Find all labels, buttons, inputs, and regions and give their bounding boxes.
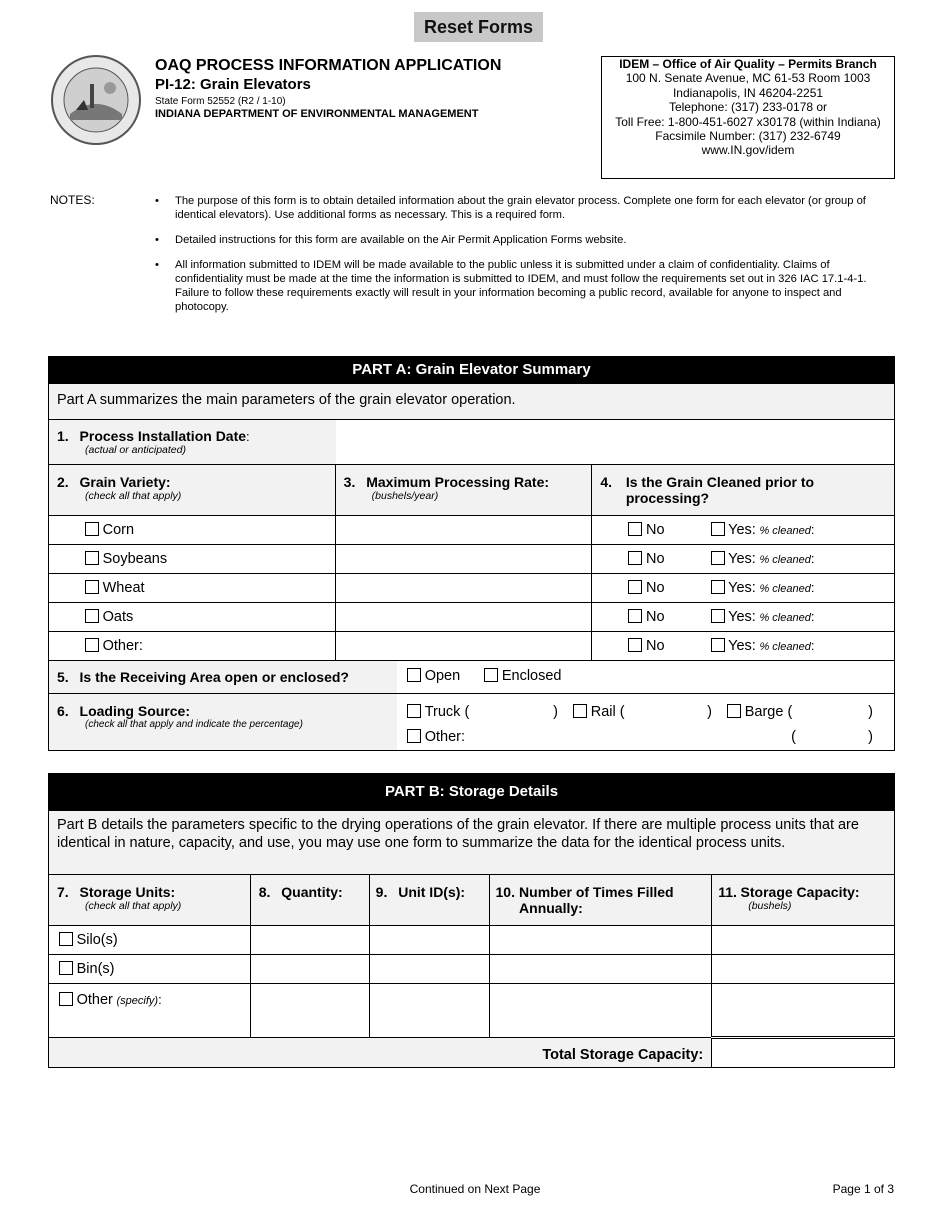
storage-unit-label: Bin(s): [76, 961, 115, 977]
q4-header: [592, 465, 895, 516]
continued-note: Continued on Next Page: [409, 1182, 541, 1196]
total-storage-label: Total Storage Capacity:: [49, 1038, 712, 1068]
no-checkbox[interactable]: [628, 580, 642, 594]
note-item: • All information submitted to IDEM will be made available to the public unless it is submitted under a claim of confidentiality. Claims of confidentiality must be made at the time the information is submitted to IDEM, and must follow the requirements set out in 326 IAC 17.1-4-1. Failure to follow these requirements exactly will result in your information becoming a public record, available for anyone to inspect and photocopy.: [175, 258, 890, 314]
unit-id-input[interactable]: [369, 926, 489, 955]
unit-id-input[interactable]: [369, 955, 489, 984]
address-line: 100 N. Senate Avenue, MC 61-53 Room 1003: [625, 71, 871, 86]
receiving-area-options: [397, 661, 894, 694]
no-label: No: [645, 638, 665, 654]
rail-label: Rail (: [590, 704, 625, 720]
q5-label: Is the Receiving Area open or enclosed?: [79, 669, 349, 685]
yes-label: Yes:: [728, 580, 756, 596]
grain-row: [49, 545, 336, 574]
quantity-input[interactable]: [250, 955, 369, 984]
pct-cleaned-label: % cleaned: [759, 525, 811, 537]
specify-label: (specify): [116, 995, 159, 1007]
loading-source-options: [397, 694, 894, 751]
yes-checkbox[interactable]: [711, 522, 725, 536]
q9-number: 9.: [375, 884, 388, 900]
cleaned-cell: No Yes: % cleaned:: [592, 603, 895, 632]
part-b-intro: Part B details the parameters specific to the drying operations of the grain elevator. If there are multiple process units that are identical in nature, capacity, and use, you may use one form to summarize the data for the identical process units.: [49, 811, 895, 875]
address-line: Toll Free: 1-800-451-6027 x30178 (within Indiana): [615, 114, 881, 129]
q9-header: [369, 875, 489, 926]
q1-label: Process Installation Date: [79, 428, 247, 444]
rate-input[interactable]: [335, 632, 592, 661]
cleaned-cell: No Yes: % cleaned:: [592, 632, 895, 661]
q9-label: Unit ID(s):: [398, 884, 466, 900]
q3-sub: (bushels/year): [371, 490, 439, 502]
pct-cleaned-label: % cleaned: [759, 641, 811, 653]
q1-label-cell: [49, 420, 336, 465]
q11-number: 11.: [718, 884, 737, 900]
q6-label: Loading Source:: [79, 703, 190, 719]
q4-label: Is the Grain Cleaned prior to processing?: [625, 474, 815, 506]
open-checkbox[interactable]: [407, 668, 421, 682]
yes-label: Yes:: [728, 609, 756, 625]
q7-number: 7.: [57, 884, 69, 900]
storage-unit-label: Silo(s): [76, 932, 118, 948]
grain-label: Corn: [102, 522, 135, 538]
silo-checkbox[interactable]: [59, 932, 73, 946]
wheat-checkbox[interactable]: [85, 580, 99, 594]
q11-label: Storage Capacity:: [740, 884, 860, 900]
barge-paren-close: ): [868, 704, 873, 720]
yes-checkbox[interactable]: [711, 638, 725, 652]
no-checkbox[interactable]: [628, 522, 642, 536]
truck-label: Truck (: [424, 704, 470, 720]
q8-header: [250, 875, 369, 926]
pct-cleaned-label: % cleaned: [759, 554, 811, 566]
rate-input[interactable]: [335, 574, 592, 603]
yes-checkbox[interactable]: [711, 551, 725, 565]
soybeans-checkbox[interactable]: [85, 551, 99, 565]
corn-checkbox[interactable]: [85, 522, 99, 536]
other-source-label: Other:: [424, 729, 466, 745]
q11-header: [712, 875, 895, 926]
address-box: [601, 56, 895, 179]
no-checkbox[interactable]: [628, 609, 642, 623]
address-line: Facsimile Number: (317) 232-6749: [655, 129, 841, 144]
installation-date-input[interactable]: [335, 420, 894, 465]
barge-checkbox[interactable]: [727, 704, 741, 718]
part-a-title: PART A: Grain Elevator Summary: [49, 357, 895, 384]
times-filled-input[interactable]: [489, 926, 712, 955]
grain-row: [49, 632, 336, 661]
page-number: Page 1 of 3: [832, 1182, 894, 1196]
note-item: • Detailed instructions for this form are available on the Air Permit Application Forms website.: [175, 233, 890, 247]
form-subtitle: PI-12: Grain Elevators: [155, 76, 311, 93]
q3-number: 3.: [343, 474, 356, 490]
other-grain-checkbox[interactable]: [85, 638, 99, 652]
address-line: Telephone: (317) 233-0178 or: [668, 100, 828, 115]
note-item: • The purpose of this form is to obtain detailed information about the grain elevator process. Complete one form for each elevator (or group of identical elevators). Use additional forms as necessary. This is a required form.: [175, 194, 890, 222]
q3-label: Maximum Processing Rate:: [366, 474, 550, 490]
q7-sub: (check all that apply): [85, 900, 182, 912]
pct-cleaned-label: % cleaned: [759, 583, 811, 595]
other-source-checkbox[interactable]: [407, 729, 421, 743]
q5-number: 5.: [57, 669, 69, 685]
times-filled-input[interactable]: [489, 984, 712, 1038]
q8-number: 8.: [258, 884, 271, 900]
oats-checkbox[interactable]: [85, 609, 99, 623]
yes-label: Yes:: [728, 551, 756, 567]
enclosed-checkbox[interactable]: [484, 668, 498, 682]
yes-checkbox[interactable]: [711, 580, 725, 594]
form-title: OAQ PROCESS INFORMATION APPLICATION: [155, 57, 502, 74]
storage-unit-row: [49, 955, 251, 984]
indiana-state-seal: [50, 54, 142, 146]
rate-input[interactable]: [335, 545, 592, 574]
no-checkbox[interactable]: [628, 551, 642, 565]
cleaned-cell: No Yes: % cleaned:: [592, 545, 895, 574]
part-b-title: PART B: Storage Details: [49, 774, 895, 811]
no-checkbox[interactable]: [628, 638, 642, 652]
q6-label-cell: [49, 694, 398, 751]
cleaned-cell: No Yes: % cleaned:: [592, 516, 895, 545]
truck-paren-close: ): [553, 704, 558, 720]
q1-sub: (actual or anticipated): [85, 444, 186, 456]
truck-checkbox[interactable]: [407, 704, 421, 718]
q2-header: [49, 465, 336, 516]
quantity-input[interactable]: [250, 926, 369, 955]
enclosed-label: Enclosed: [501, 668, 562, 684]
no-label: No: [645, 580, 665, 596]
storage-unit-row: [49, 926, 251, 955]
address-line: www.IN.gov/idem: [701, 143, 795, 158]
q3-header: [335, 465, 592, 516]
quantity-input[interactable]: [250, 984, 369, 1038]
rate-input[interactable]: [335, 603, 592, 632]
q10-label: Number of Times Filled Annually:: [519, 884, 674, 916]
bin-checkbox[interactable]: [59, 961, 73, 975]
barge-label: Barge (: [744, 704, 793, 720]
storage-unit-row: Other (specify):: [49, 984, 251, 1038]
grain-label: Soybeans: [102, 551, 168, 567]
other-storage-checkbox[interactable]: [59, 992, 73, 1006]
grain-row: [49, 574, 336, 603]
grain-label: Oats: [102, 609, 134, 625]
grain-row: [49, 516, 336, 545]
q2-sub: (check all that apply): [85, 490, 182, 502]
grain-label: Wheat: [102, 580, 145, 596]
yes-label: Yes:: [728, 522, 756, 538]
q6-sub: (check all that apply and indicate the percentage): [85, 719, 303, 730]
part-a-table: [48, 356, 895, 751]
q7-label: Storage Units:: [79, 884, 176, 900]
other-paren-close: ): [868, 729, 873, 745]
storage-capacity-input[interactable]: [712, 984, 895, 1038]
no-label: No: [645, 551, 665, 567]
cleaned-cell: No Yes: % cleaned:: [592, 574, 895, 603]
storage-capacity-input[interactable]: [712, 955, 895, 984]
address-line: Indianapolis, IN 46204-2251: [672, 85, 824, 100]
no-label: No: [645, 522, 665, 538]
grain-row: [49, 603, 336, 632]
rail-paren-close: ): [707, 704, 712, 720]
rate-input[interactable]: [335, 516, 592, 545]
q6-number: 6.: [57, 703, 69, 719]
unit-id-input[interactable]: [369, 984, 489, 1038]
q7-header: [49, 875, 251, 926]
form-number: State Form 52552 (R2 / 1-10): [155, 96, 286, 107]
pct-cleaned-label: % cleaned: [759, 612, 811, 624]
other-paren-open: (: [791, 729, 796, 745]
q2-label: Grain Variety:: [79, 474, 171, 490]
open-label: Open: [424, 668, 461, 684]
q8-label: Quantity:: [281, 884, 343, 900]
q5-label-cell: [49, 661, 398, 694]
total-storage-input[interactable]: [712, 1038, 895, 1068]
q10-header: [489, 875, 712, 926]
part-b-table: [48, 773, 895, 1068]
q11-sub: (bushels): [748, 900, 792, 912]
yes-checkbox[interactable]: [711, 609, 725, 623]
q2-number: 2.: [57, 474, 69, 490]
address-line: IDEM – Office of Air Quality – Permits Branch: [619, 57, 877, 71]
q1-number: 1.: [57, 428, 69, 444]
reset-forms-button[interactable]: Reset Forms: [414, 12, 543, 42]
q4-number: 4.: [600, 474, 613, 490]
notes-label: NOTES:: [50, 193, 95, 207]
grain-label: Other:: [102, 638, 143, 654]
yes-label: Yes:: [728, 638, 756, 654]
rail-checkbox[interactable]: [573, 704, 587, 718]
storage-capacity-input[interactable]: [712, 926, 895, 955]
part-a-intro: Part A summarizes the main parameters of the grain elevator operation.: [49, 384, 895, 420]
q1-colon: :: [246, 429, 250, 444]
department-name: INDIANA DEPARTMENT OF ENVIRONMENTAL MANAGEMENT: [155, 108, 479, 120]
times-filled-input[interactable]: [489, 955, 712, 984]
no-label: No: [645, 609, 665, 625]
other-storage-label: Other: [76, 992, 113, 1008]
q10-number: 10.: [495, 884, 515, 900]
